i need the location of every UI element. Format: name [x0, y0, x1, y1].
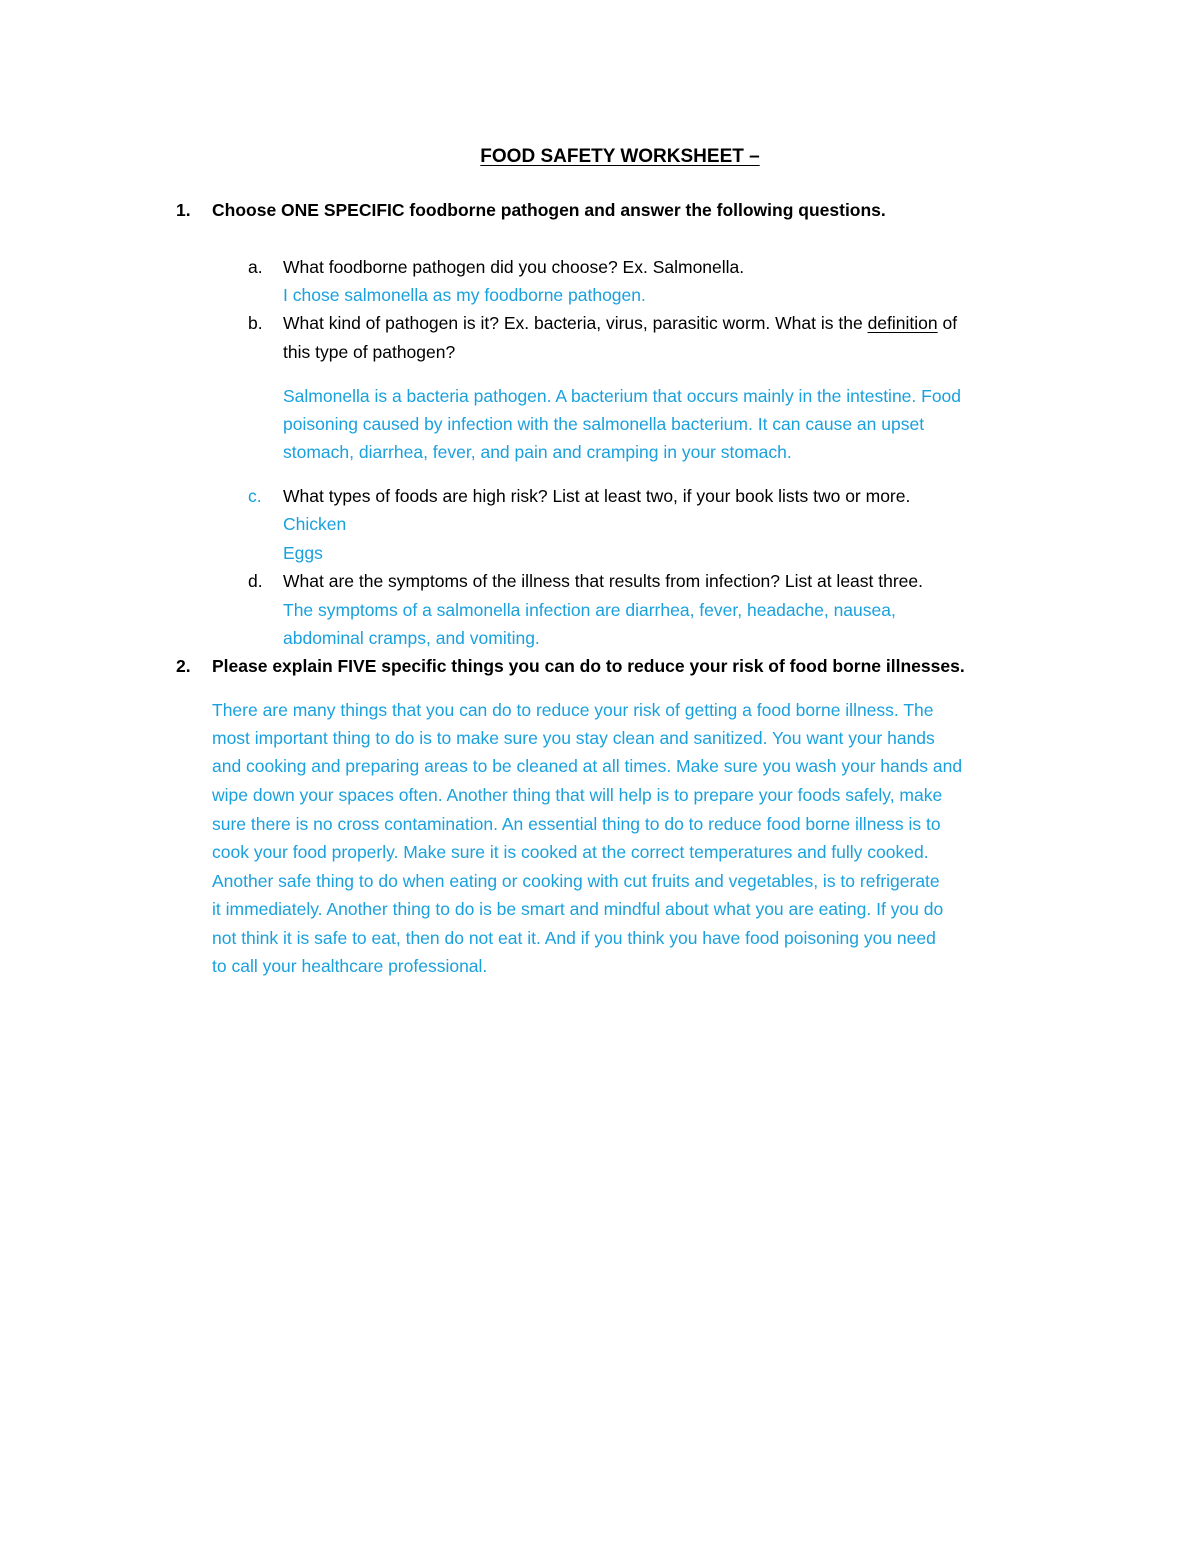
q1c-letter: c.	[248, 486, 262, 506]
q1c-answer-item: Chicken	[283, 514, 347, 534]
q2-answer-line: it immediately. Another thing to do is be smart and mindful about what you are eating. If you do	[212, 899, 944, 919]
q2-answer-line: to call your healthcare professional.	[212, 956, 488, 976]
q2-answer-line: sure there is no cross contamination. An essential thing to do to reduce food borne illness is to	[212, 814, 941, 834]
q1a-answer: I chose salmonella as my foodborne pathogen.	[283, 285, 646, 305]
q1d-question: What are the symptoms of the illness that results from infection? List at least three.	[283, 571, 924, 591]
q1b-answer-line: poisoning caused by infection with the salmonella bacterium. It can cause an upset	[283, 414, 925, 434]
q1b-question-part1: What kind of pathogen is it? Ex. bacteria, virus, parasitic worm. What is the	[283, 313, 868, 333]
q1a-question: What foodborne pathogen did you choose? Ex. Salmonella.	[283, 257, 745, 277]
q1c-question: What types of foods are high risk? List at least two, if your book lists two or more.	[283, 486, 911, 506]
q2-answer-line: not think it is safe to eat, then do not eat it. And if you think you have food poisoning you need	[212, 928, 936, 948]
q2-answer-line: wipe down your spaces often. Another thing that will help is to prepare your foods safely, make	[212, 785, 943, 805]
q1-text: Choose ONE SPECIFIC foodborne pathogen and answer the following questions.	[212, 200, 886, 220]
q1d-letter: d.	[248, 571, 263, 591]
q1c-answer-item: Eggs	[283, 543, 323, 563]
page-title: FOOD SAFETY WORKSHEET –	[480, 146, 760, 167]
q2-answer-line: most important thing to do is to make sure you stay clean and sanitized. You want your hands	[212, 728, 935, 748]
q2-answer-line: and cooking and preparing areas to be cleaned at all times. Make sure you wash your hands and	[212, 756, 963, 776]
q2-answer-line: There are many things that you can do to reduce your risk of getting a food borne illness. The	[212, 700, 934, 720]
q2-answer-line: cook your food properly. Make sure it is cooked at the correct temperatures and fully cooked.	[212, 842, 929, 862]
q1b-answer-line: Salmonella is a bacteria pathogen. A bacterium that occurs mainly in the intestine. Food	[283, 386, 962, 406]
q1a-letter: a.	[248, 257, 263, 277]
q2-answer-line: Another safe thing to do when eating or cooking with cut fruits and vegetables, is to refrigerate	[212, 871, 940, 891]
definition-underlined: definition	[867, 313, 938, 333]
q1b-question	[283, 311, 957, 335]
q2-number: 2.	[176, 656, 191, 676]
q1b-letter: b.	[248, 313, 263, 333]
q2-text: Please explain FIVE specific things you can do to reduce your risk of food borne illnesses.	[212, 656, 965, 676]
q1b-answer-line: stomach, diarrhea, fever, and pain and cramping in your stomach.	[283, 442, 792, 462]
q1b-question-part2: of	[937, 313, 958, 333]
q1d-answer-line: The symptoms of a salmonella infection are diarrhea, fever, headache, nausea,	[283, 600, 896, 620]
q1d-answer-line: abdominal cramps, and vomiting.	[283, 628, 540, 648]
q1-number: 1.	[176, 200, 191, 220]
q1b-question-line2: this type of pathogen?	[283, 342, 456, 362]
